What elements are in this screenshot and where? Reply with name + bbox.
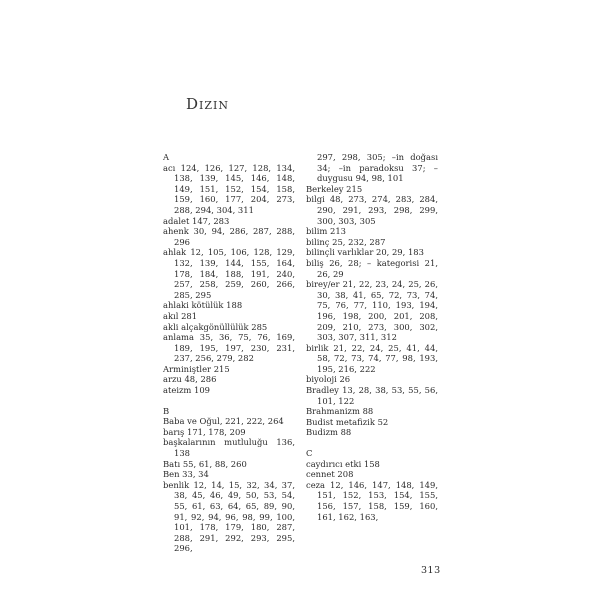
- index-entry: arzu 48, 286: [163, 374, 217, 385]
- index-entry: Bradley 13, 28, 38, 53, 55, 56, 101, 122: [306, 385, 438, 406]
- index-column-right: [306, 152, 438, 522]
- index-entry: biliş 26, 28; – kategorisi 21, 26, 29: [306, 257, 438, 279]
- page-number: 313: [421, 565, 441, 576]
- index-entry: Budizm 88: [306, 427, 352, 438]
- index-entry: birey/er 21, 22, 23, 24, 25, 26, 30, 38, 41, 65, 72, 73, 74, 75, 76, 77, 110, 193, 194, 196, 198, 200, 201, 208, 209, 210, 273, 300, 302, 303, 307, 311, 312: [306, 279, 438, 343]
- index-entry: anlama 35, 36, 75, 76, 169, 189, 195, 197, 230, 231, 237, 256, 279, 282: [163, 332, 295, 364]
- index-column-left: [163, 152, 295, 554]
- index-entry: adalet 147, 283: [163, 215, 230, 226]
- page-heading: Dizin: [186, 95, 229, 113]
- index-entry: ceza 12, 146, 147, 148, 149, 151, 152, 153, 154, 155, 156, 157, 158, 159, 160, 161, 162, 163,: [306, 479, 438, 522]
- index-entry: Berkeley 215: [306, 183, 363, 194]
- index-entry: benlik 12, 14, 15, 32, 34, 37, 38, 45, 46, 49, 50, 53, 54, 55, 61, 63, 64, 65, 89, 90, 91, 92, 94, 96, 98, 99, 100, 101, 178, 179, 180, 287, 288, 291, 292, 293, 295, 296,: [163, 479, 295, 554]
- index-section-letter: B: [163, 405, 170, 416]
- index-entry: barış 171, 178, 209: [163, 426, 246, 437]
- index-entry: bilinçli varlıklar 20, 29, 183: [306, 247, 424, 258]
- index-entry: caydırıcı etki 158: [306, 458, 380, 469]
- index-entry: Ben 33, 34: [163, 469, 209, 480]
- index-entry: Batı 55, 61, 88, 260: [163, 458, 247, 469]
- index-entry: ahenk 30, 94, 286, 287, 288, 296: [163, 226, 295, 247]
- index-entry: bilinç 25, 232, 287: [306, 236, 386, 247]
- index-entry: Brahmanizm 88: [306, 406, 374, 417]
- index-section-letter: C: [306, 448, 313, 459]
- index-entry: Arminiştler 215: [163, 363, 230, 374]
- index-entry: ahlaki kötülük 188: [163, 300, 243, 311]
- index-entry: akıl 281: [163, 310, 198, 321]
- index-entry: akli alçakgönüllülük 285: [163, 321, 268, 332]
- index-entry: ateizm 109: [163, 385, 210, 396]
- index-entry-continued: 297, 298, 305; –in doğası 34; –in paradoksu 37; – duygusu 94, 98, 101: [317, 152, 438, 184]
- index-entry: başkalarının mutluluğu 136, 138: [163, 437, 295, 459]
- index-entry: birlik 21, 22, 24, 25, 41, 44, 58, 72, 73, 74, 77, 98, 193, 195, 216, 222: [306, 342, 438, 374]
- index-entry: biyoloji 26: [306, 374, 351, 385]
- index-entry: bilim 213: [306, 226, 346, 237]
- index-entry: Baba ve Oğul, 221, 222, 264: [163, 416, 284, 427]
- index-entry: ahlak 12, 105, 106, 128, 129, 132, 139, 144, 155, 164, 178, 184, 188, 191, 240, 257, 258, 259, 260, 266, 285, 295: [163, 247, 295, 300]
- index-entry: acı 124, 126, 127, 128, 134, 138, 139, 145, 146, 148, 149, 151, 152, 154, 158, 159, 160, 177, 204, 273, 288, 294, 304, 311: [163, 162, 295, 215]
- index-entry: Budist metafizik 52: [306, 416, 389, 427]
- index-entry: cennet 208: [306, 469, 354, 480]
- index-entry: bilgi 48, 273, 274, 283, 284, 290, 291, 293, 298, 299, 300, 303, 305: [306, 194, 438, 226]
- index-section-letter: A: [163, 152, 170, 162]
